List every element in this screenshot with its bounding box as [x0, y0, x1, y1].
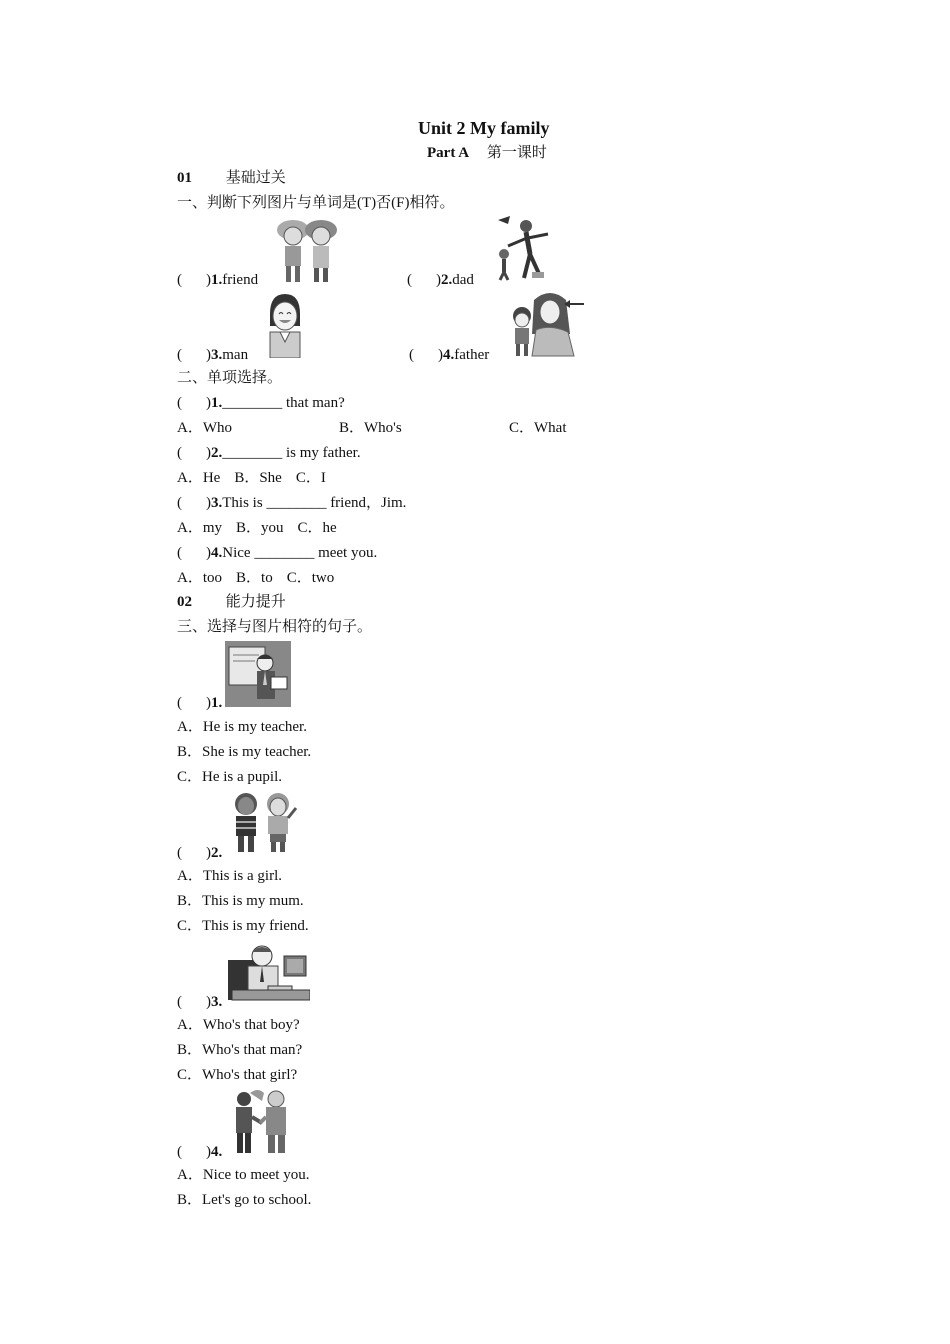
option-b[interactable]: B．you [236, 520, 284, 536]
part-name: Part A [427, 145, 470, 161]
man-at-computer-image [228, 942, 310, 1004]
part2-question-1: ( )1.________ that man? [177, 395, 345, 411]
part3-option-4b[interactable]: B．Let's go to school. [177, 1192, 312, 1208]
part2-option-1b[interactable]: B．Who's [339, 420, 402, 436]
part1-item-4: ( )4.father [409, 347, 490, 363]
part1-instruction: 一、判断下列图片与单词是(T)否(F)相符。 [177, 195, 455, 211]
part3-option-1c[interactable]: C．He is a pupil. [177, 769, 282, 785]
part2-options-4 [177, 569, 334, 587]
page-title: Unit 2 My family [418, 118, 550, 138]
option-a[interactable]: A．my [177, 520, 223, 536]
part3-question-3: ( )3. [177, 994, 223, 1010]
part3-question-2: ( )2. [177, 845, 223, 861]
part3-option-1a[interactable]: A．He is my teacher. [177, 719, 307, 735]
part3-option-2a[interactable]: A．This is a girl. [177, 868, 282, 884]
teacher-at-board-image [225, 641, 291, 707]
part2-option-1a[interactable]: A．Who [177, 420, 232, 436]
section-label: 能力提升 [225, 594, 286, 610]
part2-question-3: ( )3.This is ________ friend，Jim. [177, 495, 407, 511]
section-label: 基础过关 [225, 170, 286, 186]
part2-options-2 [177, 469, 326, 487]
section-number: 01 [177, 170, 192, 186]
father-walking-child-image [490, 216, 556, 282]
option-b[interactable]: B．She [234, 470, 282, 486]
option-c[interactable]: C．he [297, 520, 337, 536]
option-c[interactable]: C．I [295, 470, 326, 486]
part3-option-2c[interactable]: C．This is my friend. [177, 918, 309, 934]
mother-and-daughter-image [510, 290, 584, 358]
option-a[interactable]: A．He [177, 470, 221, 486]
lesson-label: 第一课时 [486, 145, 547, 161]
part-label [427, 144, 547, 162]
part3-option-3a[interactable]: A．Who's that boy? [177, 1017, 300, 1033]
section-02-header [177, 593, 286, 611]
option-b[interactable]: B．to [236, 570, 273, 586]
part3-option-3b[interactable]: B．Who's that man? [177, 1042, 303, 1058]
two-boys-image [228, 790, 300, 854]
two-girls-image [273, 216, 343, 284]
part3-question-4: ( )4. [177, 1144, 223, 1160]
part1-item-2: ( )2.dad [407, 272, 474, 288]
part3-option-4a[interactable]: A．Nice to meet you. [177, 1167, 310, 1183]
part3-instruction: 三、选择与图片相符的句子。 [177, 619, 373, 635]
part2-instruction: 二、单项选择。 [177, 370, 283, 386]
part3-question-1: ( )1. [177, 695, 223, 711]
option-c[interactable]: C．two [286, 570, 335, 586]
part2-option-1c[interactable]: C．What [509, 420, 567, 436]
part2-question-4: ( )4.Nice ________ meet you. [177, 545, 378, 561]
part1-item-1: ( )1.friend [177, 272, 259, 288]
part3-option-2b[interactable]: B．This is my mum. [177, 893, 304, 909]
option-a[interactable]: A．too [177, 570, 223, 586]
part2-question-2: ( )2.________ is my father. [177, 445, 361, 461]
part3-option-1b[interactable]: B．She is my teacher. [177, 744, 312, 760]
section-number: 02 [177, 594, 192, 610]
smiling-woman-image [266, 292, 304, 358]
part2-options-3 [177, 519, 337, 537]
men-shaking-hands-image [228, 1089, 294, 1155]
part3-option-3c[interactable]: C．Who's that girl? [177, 1067, 298, 1083]
part1-item-3: ( )3.man [177, 347, 249, 363]
section-01-header [177, 169, 286, 187]
